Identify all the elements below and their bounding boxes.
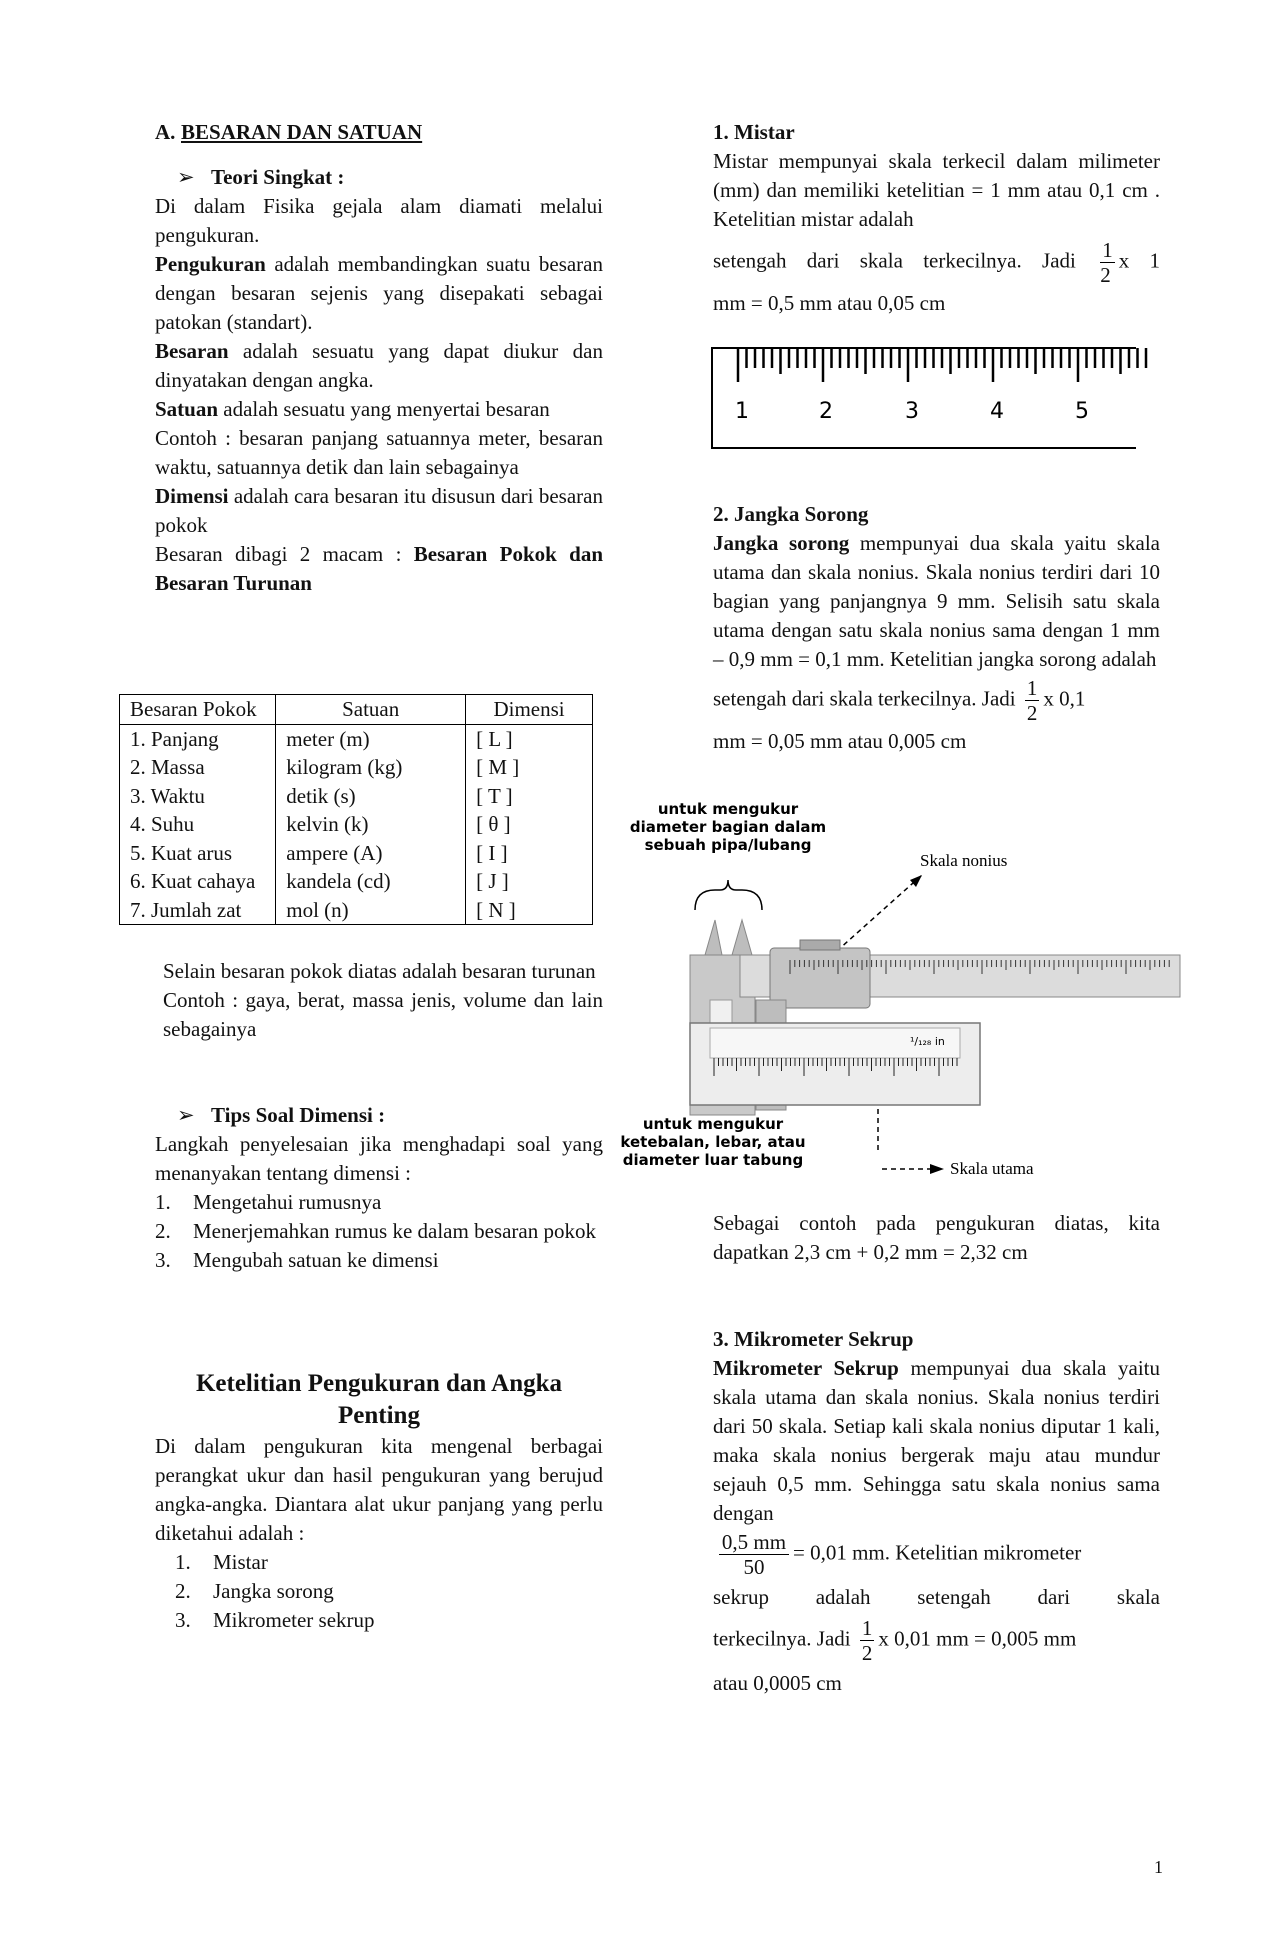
table-header-cell: Dimensi xyxy=(466,695,593,725)
table-cell: 6. Kuat cahaya xyxy=(120,867,276,896)
table-cell: detik (s) xyxy=(276,782,466,811)
fraction-numerator: 1 xyxy=(1102,238,1113,262)
term-jangka: Jangka sorong xyxy=(713,531,850,555)
list-text: Mistar xyxy=(213,1550,268,1574)
list-number: 2. xyxy=(155,1219,171,1243)
ruler-labels xyxy=(735,399,1089,424)
section-title-text: BESARAN DAN SATUAN xyxy=(181,120,423,144)
table-cell: 4. Suhu xyxy=(120,810,276,839)
fraction-denominator: 50 xyxy=(743,1555,765,1579)
jangka-fraction-text: setengah dari skala terkecilnya. Jadi xyxy=(713,686,1016,711)
list-number: 1. xyxy=(155,1190,171,1214)
paragraph-intro: Di dalam Fisika gejala alam diamati melalui pengukuran. xyxy=(155,194,603,247)
label-top-line: sebuah pipa/lubang xyxy=(644,836,812,854)
paragraph-contoh-turunan: Contoh : gaya, berat, massa jenis, volume dan lain sebagainya xyxy=(163,988,603,1041)
mikrometer-paragraph xyxy=(713,1354,1160,1528)
arrow-bullet-icon: ➢ xyxy=(177,165,195,189)
ruler-illustration xyxy=(711,344,1136,452)
mikrometer-heading: 3. Mikrometer Sekrup xyxy=(713,1327,914,1351)
table-row xyxy=(120,839,593,868)
table-row xyxy=(120,753,593,782)
caliper-illustration xyxy=(620,800,1180,1185)
caliper-figure xyxy=(620,800,1180,1185)
table-cell: ampere (A) xyxy=(276,839,466,868)
ruler-figure xyxy=(711,344,1136,452)
mikrometer-paragraph-2: sekrup adalah setengah dari skala xyxy=(713,1585,1160,1609)
section-title xyxy=(155,118,603,147)
table-cell: [ L ] xyxy=(466,724,593,753)
table-cell: [ θ ] xyxy=(466,810,593,839)
def-pengukuran: adalah membandingkan suatu besaran dengan besaran sejenis yang disepakati sebagai patokan (standart). xyxy=(155,252,603,334)
upper-jaw-right xyxy=(732,920,752,955)
term-pengukuran: Pengukuran xyxy=(155,252,266,276)
list-item xyxy=(175,1577,603,1606)
table-cell: [ N ] xyxy=(466,896,593,925)
tips-heading xyxy=(177,1101,603,1130)
table-header-cell: Satuan xyxy=(276,695,466,725)
contoh-section xyxy=(713,1209,1160,1267)
paragraph-besaran xyxy=(155,337,603,395)
label-bottom-line: diameter luar tabung xyxy=(622,1151,804,1169)
mikrometer-result: x 0,01 mm = 0,005 mm xyxy=(878,1626,1077,1651)
label-skala-utama: Skala utama xyxy=(950,1159,1034,1178)
table-cell: mol (n) xyxy=(276,896,466,925)
ruler-ticks xyxy=(738,348,1146,382)
jangka-result: mm = 0,05 mm atau 0,005 cm xyxy=(713,729,967,753)
paragraph-dimensi xyxy=(155,482,603,540)
table-row xyxy=(120,782,593,811)
fraction-numerator: 1 xyxy=(861,1616,873,1640)
table-cell: 7. Jumlah zat xyxy=(120,896,276,925)
label-top-line: untuk mengukur xyxy=(657,800,799,818)
fraction-0-5-mm xyxy=(719,1530,789,1579)
fraction-half xyxy=(1100,238,1115,287)
mikrometer-fraction-line xyxy=(713,1530,1160,1579)
def-besaran: adalah sesuatu yang dapat diukur dan dinyatakan dengan angka. xyxy=(155,339,603,392)
sliding-vernier xyxy=(770,948,870,1008)
contoh-paragraph: Sebagai contoh pada pengukuran diatas, kita dapatkan 2,3 cm + 0,2 mm = 2,32 cm xyxy=(713,1211,1160,1264)
ruler-label: 2 xyxy=(819,399,833,424)
fraction-half xyxy=(1025,676,1040,725)
table-row xyxy=(120,724,593,753)
table-cell: 1. Panjang xyxy=(120,724,276,753)
list-item xyxy=(155,1188,603,1217)
label-bottom-line: ketebalan, lebar, atau xyxy=(620,1133,806,1151)
list-text: Menerjemahkan rumus ke dalam besaran pokok xyxy=(193,1219,596,1243)
tips-heading-text: Tips Soal Dimensi : xyxy=(211,1103,386,1127)
thumb-screw xyxy=(800,940,840,950)
mistar-fraction-end: x 1 xyxy=(1118,248,1160,273)
label-bottom-line: untuk mengukur xyxy=(642,1115,784,1133)
jangka-section xyxy=(713,500,1160,756)
ruler-label: 3 xyxy=(905,399,919,424)
mistar-paragraph: Mistar mempunyai skala terkecil dalam milimeter (mm) dan memiliki ketelitian = 1 mm atau 0,1 cm . Ketelitian mistar adalah xyxy=(713,149,1160,231)
term-mikrometer: Mikrometer Sekrup xyxy=(713,1356,899,1380)
table-header-cell: Besaran Pokok xyxy=(120,695,276,725)
table-row xyxy=(120,896,593,925)
list-text: Jangka sorong xyxy=(213,1579,334,1603)
table-header-row xyxy=(120,695,593,725)
term-besaran: Besaran xyxy=(155,339,229,363)
mistar-paragraph-fraction xyxy=(713,238,1160,287)
brace-top xyxy=(695,880,762,910)
jangka-paragraph xyxy=(713,529,1160,674)
list-item xyxy=(155,1246,603,1275)
mistar-section xyxy=(713,118,1160,318)
table-cell: meter (m) xyxy=(276,724,466,753)
paragraph-langkah: Langkah penyelesaian jika menghadapi soal yang menanyakan tentang dimensi : xyxy=(155,1132,603,1185)
fraction-numerator: 1 xyxy=(1026,676,1038,700)
def-dimensi: adalah cara besaran itu disusun dari besaran pokok xyxy=(155,484,603,537)
mistar-heading: 1. Mistar xyxy=(713,120,795,144)
list-text: Mikrometer sekrup xyxy=(213,1608,375,1632)
tools-list xyxy=(175,1548,603,1635)
table-cell: 5. Kuat arus xyxy=(120,839,276,868)
macam-bold: Besaran Pokok dan Besaran Turunan xyxy=(155,542,603,595)
list-item xyxy=(175,1606,603,1635)
table-cell: [ M ] xyxy=(466,753,593,782)
list-number: 1. xyxy=(175,1550,191,1574)
jangka-paragraph-fraction xyxy=(713,676,1160,725)
mistar-result: mm = 0,5 mm atau 0,05 cm xyxy=(713,291,946,315)
ketelitian-title: Ketelitian Pengukuran dan Angka Penting xyxy=(195,1370,563,1429)
page-number: 1 xyxy=(1154,1857,1163,1877)
label-skala-nonius: Skala nonius xyxy=(920,851,1008,870)
macam-start: Besaran dibagi 2 macam : xyxy=(155,542,414,566)
table-row xyxy=(120,810,593,839)
arrow-head-icon xyxy=(910,875,922,887)
mikrometer-paragraph-3 xyxy=(713,1616,1160,1665)
list-text: Mengubah satuan ke dimensi xyxy=(193,1248,439,1272)
left-column-lower xyxy=(163,957,603,1044)
left-column xyxy=(155,118,603,598)
jangka-fraction-end: x 0,1 xyxy=(1043,686,1086,711)
def-jangka: mempunyai dua skala yaitu skala utama dan skala nonius. Skala nonius terdiri dari 10 bagian yang panjangnya 9 mm. Selisih satu skala utama dengan satu skala nonius sama dengan 1 mm – 0,9 mm = 0,1 mm. Ketelitian jangka sorong adalah xyxy=(713,531,1160,671)
list-item xyxy=(175,1548,603,1577)
term-dimensi: Dimensi xyxy=(155,484,229,508)
fraction-denominator: 2 xyxy=(861,1641,873,1665)
table-cell: [ T ] xyxy=(466,782,593,811)
table-cell: kilogram (kg) xyxy=(276,753,466,782)
table-row xyxy=(120,867,593,896)
paragraph-pengukuran-alat: Di dalam pengukuran kita mengenal berbagai perangkat ukur dan hasil pengukuran yang berujud angka-angka. Diantara alat ukur panjang yang perlu diketahui adalah : xyxy=(155,1434,603,1545)
fraction-denominator: 2 xyxy=(1026,701,1038,725)
paragraph-satuan xyxy=(155,395,603,424)
list-text: Mengetahui rumusnya xyxy=(193,1190,382,1214)
table-cell: kelvin (k) xyxy=(276,810,466,839)
ruler-label: 4 xyxy=(990,399,1004,424)
list-item xyxy=(155,1217,603,1246)
fraction-denominator: 2 xyxy=(1100,263,1111,287)
term-satuan: Satuan xyxy=(155,397,219,421)
paragraph-turunan: Selain besaran pokok diatas adalah besaran turunan xyxy=(163,959,596,983)
def-satuan: adalah sesuatu yang menyertai besaran xyxy=(218,397,550,421)
teori-heading xyxy=(177,163,603,192)
jangka-heading: 2. Jangka Sorong xyxy=(713,502,869,526)
label-top-line: diameter bagian dalam xyxy=(629,818,827,836)
list-number: 3. xyxy=(175,1608,191,1632)
table-cell: 2. Massa xyxy=(120,753,276,782)
steps-list xyxy=(155,1188,603,1275)
ketelitian-section xyxy=(155,1368,603,1635)
mistar-fraction-text: setengah dari skala terkecilnya. Jadi xyxy=(713,248,1076,273)
mikrometer-section xyxy=(713,1325,1160,1698)
ruler-label: 5 xyxy=(1075,399,1089,424)
ruler-label: 1 xyxy=(735,399,749,424)
list-number: 3. xyxy=(155,1248,171,1272)
paragraph-contoh: Contoh : besaran panjang satuannya meter, besaran waktu, satuannya detik dan lain sebagainya xyxy=(155,426,603,479)
mikrometer-jadi: terkecilnya. Jadi xyxy=(713,1626,851,1651)
besaran-pokok-table xyxy=(119,694,593,925)
mikrometer-fraction-end: = 0,01 mm. Ketelitian mikrometer xyxy=(793,1540,1082,1565)
inch-label: ¹/₁₂₈ in xyxy=(910,1035,945,1048)
paragraph-pengukuran xyxy=(155,250,603,337)
section-letter: A. xyxy=(155,120,176,144)
table-cell: kandela (cd) xyxy=(276,867,466,896)
arrow-head-icon xyxy=(930,1164,944,1174)
table-cell: 3. Waktu xyxy=(120,782,276,811)
tips-section xyxy=(155,1101,603,1275)
arrow-bullet-icon: ➢ xyxy=(177,1103,195,1127)
upper-jaw-left xyxy=(705,920,722,955)
table-cell: [ J ] xyxy=(466,867,593,896)
list-number: 2. xyxy=(175,1579,191,1603)
fraction-half xyxy=(860,1616,875,1665)
fraction-numerator: 0,5 mm xyxy=(719,1530,789,1555)
paragraph-macam xyxy=(155,540,603,598)
mikrometer-paragraph-4: atau 0,0005 cm xyxy=(713,1671,842,1695)
def-mikrometer: mempunyai dua skala yaitu skala utama dan skala nonius. Skala nonius terdiri dari 50 skala. Setiap kali skala nonius diputar 1 kali, maka skala nonius bergerak maju atau mundur sejauh 0,5 mm. Sehingga satu skala nonius sama dengan xyxy=(713,1356,1160,1525)
teori-heading-text: Teori Singkat : xyxy=(211,165,345,189)
table-cell: [ I ] xyxy=(466,839,593,868)
